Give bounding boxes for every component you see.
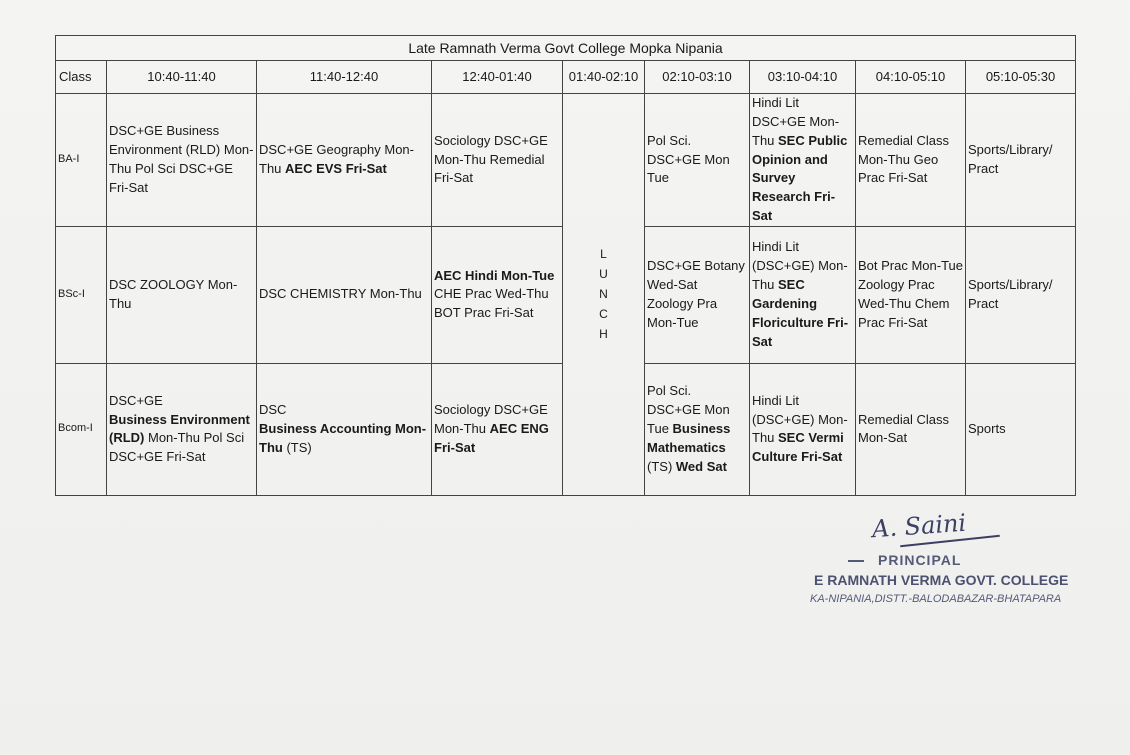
schedule-cell [107, 226, 257, 363]
cell-text-bold: AEC EVS Fri-Sat [285, 160, 387, 176]
schedule-cell [645, 363, 750, 495]
cell-text: Hindi Lit (DSC+GE) Mon-Thu [752, 392, 848, 446]
cell-text: DSC [259, 402, 287, 418]
schedule-cell [107, 94, 257, 227]
schedule-cell [856, 94, 966, 227]
schedule-cell [856, 226, 966, 363]
schedule-cell [432, 226, 563, 363]
cell-text: DSC CHEMISTRY Mon-Thu [259, 286, 422, 302]
schedule-cell [856, 363, 966, 495]
stamp-college-name: E RAMNATH VERMA GOVT. COLLEGE [814, 572, 1069, 588]
class-name: BSc-I [56, 226, 107, 363]
class-name: Bcom-I [56, 363, 107, 495]
header-slot-8: 05:10-05:30 [966, 61, 1076, 94]
cell-text-bold: AEC Hindi Mon-Tue [434, 267, 555, 283]
cell-text-bold: Business Accounting Mon-Thu [259, 420, 427, 455]
title-row [56, 36, 1076, 61]
header-slot-6: 03:10-04:10 [750, 61, 856, 94]
principal-signature-stamp [800, 508, 1100, 622]
schedule-cell [432, 94, 563, 227]
schedule-cell [257, 363, 432, 495]
cell-text: DSC+GE Business Environment (RLD) Mon-Thu Pol Sci DSC+GE Fri-Sat [109, 123, 254, 195]
cell-text: DSC+GE [109, 392, 163, 408]
cell-text: Pol Sci. DSC+GE Mon Tue [647, 383, 730, 436]
cell-text: Sociology DSC+GE Mon-Thu [434, 402, 548, 436]
table-row [56, 94, 1076, 227]
schedule-cell [257, 226, 432, 363]
handwritten-signature: A. Saini [871, 508, 968, 544]
header-slot-3: 12:40-01:40 [432, 61, 563, 94]
cell-text-bold: SEC Public Opinion and Survey Research Fri-Sat [752, 132, 848, 224]
header-row [56, 61, 1076, 94]
cell-text-bold: SEC Vermi Culture Fri-Sat [752, 430, 844, 465]
schedule-cell [750, 363, 856, 495]
cell-text: Bot Prac Mon-Tue Zoology Prac Wed-Thu Chem Prac Fri-Sat [858, 258, 964, 330]
schedule-cell [645, 226, 750, 363]
header-slot-5: 02:10-03:10 [645, 61, 750, 94]
timetable [55, 35, 1076, 496]
schedule-cell [966, 94, 1076, 227]
cell-text: DSC ZOOLOGY Mon-Thu [109, 277, 238, 311]
stamp-designation: PRINCIPAL [878, 552, 962, 568]
cell-text: DSC+GE Botany Wed-Sat Zoology Pra Mon-Tue [647, 258, 745, 330]
cell-text: Remedial Class Mon-Sat [858, 411, 950, 446]
lunch-break [563, 94, 645, 496]
lunch-letter: H [599, 327, 608, 342]
cell-text-bold: Business Environment (RLD) [109, 411, 250, 446]
lunch-letter: C [599, 307, 608, 322]
cell-text: Hindi Lit DSC+GE Mon-Thu [752, 95, 840, 148]
header-slot-2: 11:40-12:40 [257, 61, 432, 94]
cell-text: Sports/Library/ Pract [968, 277, 1053, 311]
schedule-cell [966, 363, 1076, 495]
stamp-address: KA-NIPANIA,DISTT.-BALODABAZAR-BHATAPARA [810, 593, 1062, 605]
cell-text: Sports [968, 420, 1006, 436]
cell-text-bold: Wed Sat [675, 458, 727, 474]
cell-text-bold: Business Mathematics [647, 420, 731, 455]
lunch-letter: L [600, 247, 607, 262]
timetable-title: Late Ramnath Verma Govt College Mopka Nipania [56, 36, 1076, 61]
cell-text: Pol Sci. DSC+GE Mon Tue [647, 132, 730, 186]
header-class: Class [56, 61, 107, 94]
cell-text: (TS) [647, 458, 676, 474]
cell-text-bold: SEC Gardening Floriculture Fri-Sat [752, 277, 849, 349]
schedule-cell [432, 363, 563, 495]
header-slot-7: 04:10-05:10 [856, 61, 966, 94]
cell-text: Hindi Lit (DSC+GE) Mon-Thu [752, 239, 848, 293]
schedule-cell [645, 94, 750, 227]
stamp-dash [848, 560, 864, 562]
cell-text: Sociology DSC+GE Mon-Thu Remedial Fri-Sat [434, 132, 548, 186]
cell-text: Sports/Library/ Pract [968, 142, 1053, 176]
cell-text: DSC+GE Geography Mon-Thu [259, 142, 414, 176]
lunch-letter: U [599, 267, 608, 282]
header-slot-lunch: 01:40-02:10 [563, 61, 645, 94]
class-name: BA-I [56, 94, 107, 227]
header-slot-1: 10:40-11:40 [107, 61, 257, 94]
lunch-letter: N [599, 287, 608, 302]
schedule-cell [257, 94, 432, 227]
cell-text: (TS) [282, 439, 312, 455]
cell-text-bold: AEC ENG Fri-Sat [434, 420, 549, 455]
schedule-cell [750, 94, 856, 227]
cell-text: Remedial Class Mon-Thu Geo Prac Fri-Sat [858, 132, 950, 186]
cell-text: Mon-Thu Pol Sci DSC+GE Fri-Sat [109, 430, 245, 465]
cell-text: CHE Prac Wed-Thu BOT Prac Fri-Sat [434, 286, 549, 321]
schedule-cell [107, 363, 257, 495]
schedule-cell [966, 226, 1076, 363]
schedule-cell [750, 226, 856, 363]
